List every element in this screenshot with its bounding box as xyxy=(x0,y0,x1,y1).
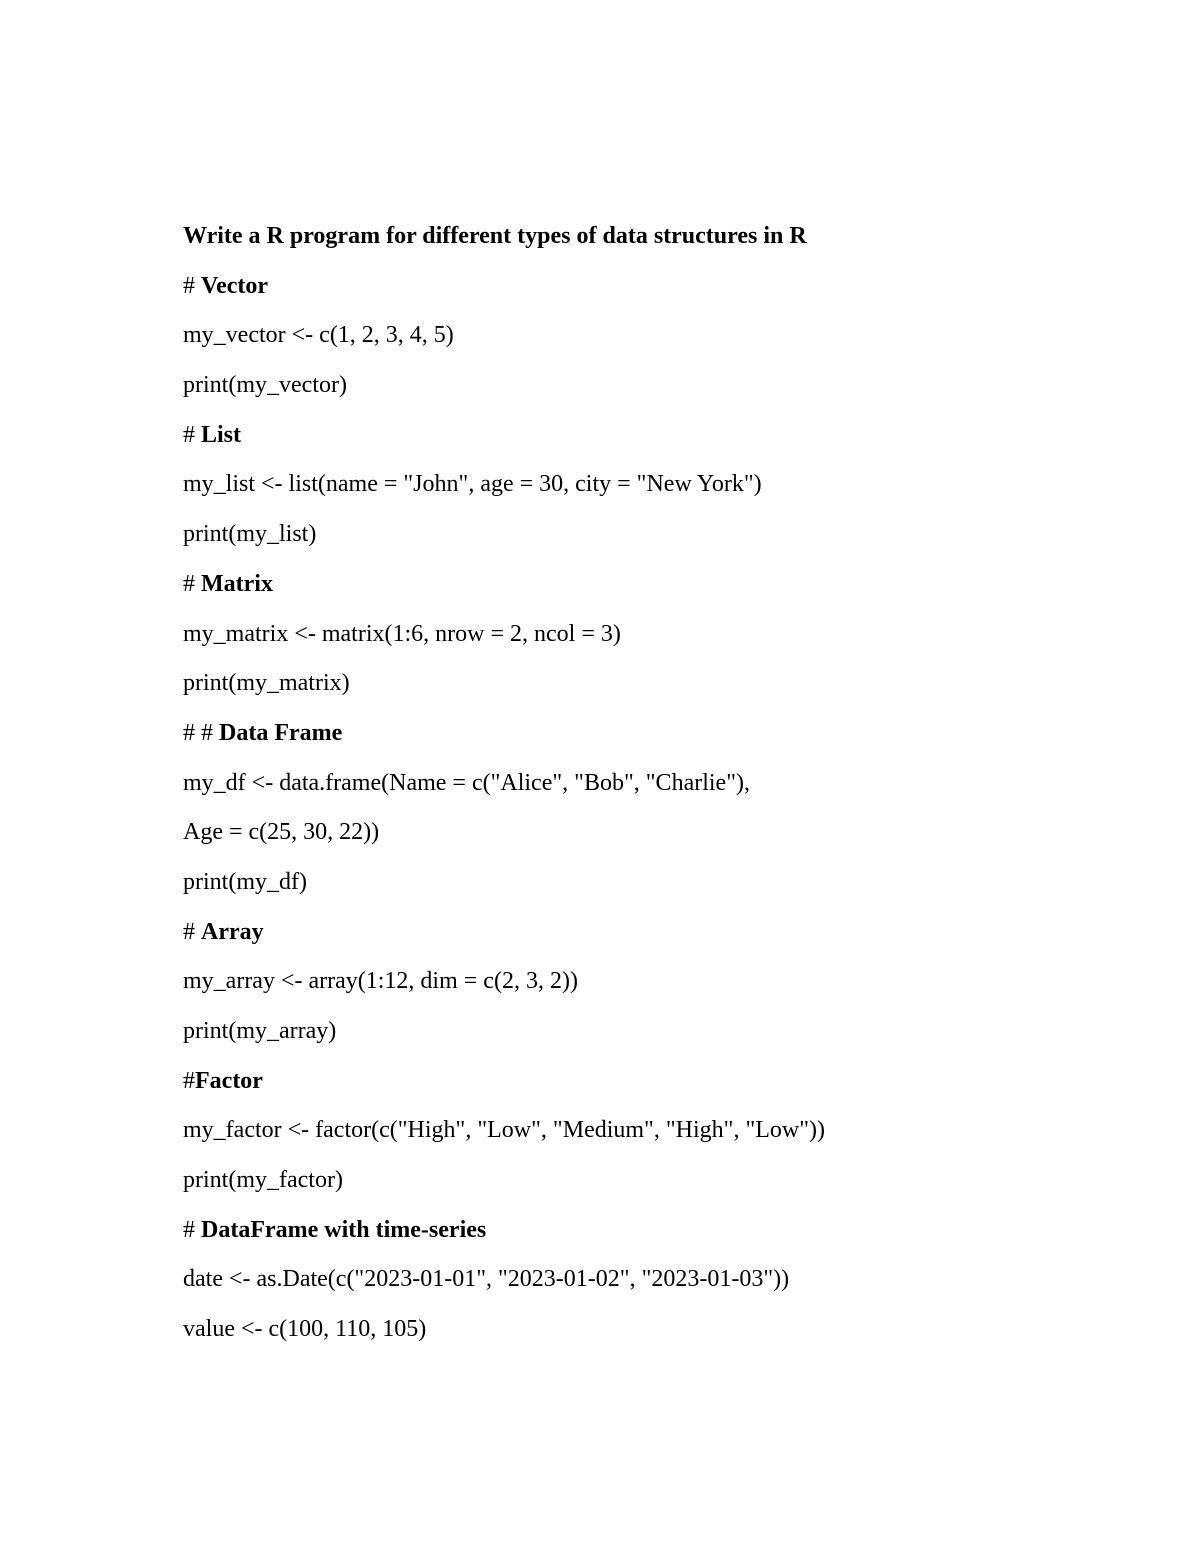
section-label: Matrix xyxy=(201,570,273,597)
comment-hash: # xyxy=(183,570,201,597)
section-label: Vector xyxy=(201,272,269,299)
code-line: my_vector <- c(1, 2, 3, 4, 5) xyxy=(183,322,454,349)
document-title: Write a R program for different types of data structures in R xyxy=(183,223,807,249)
comment-hash: # xyxy=(183,1216,201,1243)
code-line: print(my_df) xyxy=(183,868,307,895)
section-label: Data Frame xyxy=(219,719,343,746)
section-heading-matrix xyxy=(183,566,1143,616)
section-label: DataFrame with time-series xyxy=(201,1216,487,1243)
section-heading-time-series xyxy=(183,1212,1143,1262)
code-line: print(my_list) xyxy=(183,521,317,548)
code-line: value <- c(100, 110, 105) xyxy=(183,1316,427,1343)
code-line: my_array <- array(1:12, dim = c(2, 3, 2)) xyxy=(183,968,578,995)
code-line: print(my_matrix) xyxy=(183,670,350,697)
section-heading-data-frame xyxy=(183,715,1143,765)
code-line: print(my_factor) xyxy=(183,1167,343,1194)
comment-hash: # # xyxy=(183,719,219,746)
section-heading-factor xyxy=(183,1063,1143,1113)
comment-hash: # xyxy=(183,272,201,299)
code-line: date <- as.Date(c("2023-01-01", "2023-01-02", "2023-01-03")) xyxy=(183,1266,790,1293)
code-line: my_factor <- factor(c("High", "Low", "Medium", "High", "Low")) xyxy=(183,1117,826,1144)
code-line: print(my_array) xyxy=(183,1018,337,1044)
section-heading-array xyxy=(183,914,1143,964)
document-content xyxy=(183,218,1143,1361)
section-label: Array xyxy=(201,918,264,945)
comment-hash: # xyxy=(183,918,201,945)
section-label: Factor xyxy=(195,1067,263,1094)
comment-hash: # xyxy=(183,421,201,448)
code-line: print(my_vector) xyxy=(183,372,347,399)
code-line: Age = c(25, 30, 22)) xyxy=(183,819,380,846)
section-label: List xyxy=(201,421,242,448)
section-heading-list xyxy=(183,417,1143,467)
code-line: my_list <- list(name = "John", age = 30, city = "New York") xyxy=(183,471,762,498)
code-line: my_matrix <- matrix(1:6, nrow = 2, ncol = 3) xyxy=(183,620,621,647)
comment-hash: # xyxy=(183,1067,195,1094)
section-heading-vector xyxy=(183,268,1143,318)
code-line: my_df <- data.frame(Name = c("Alice", "Bob", "Charlie"), xyxy=(183,769,750,796)
